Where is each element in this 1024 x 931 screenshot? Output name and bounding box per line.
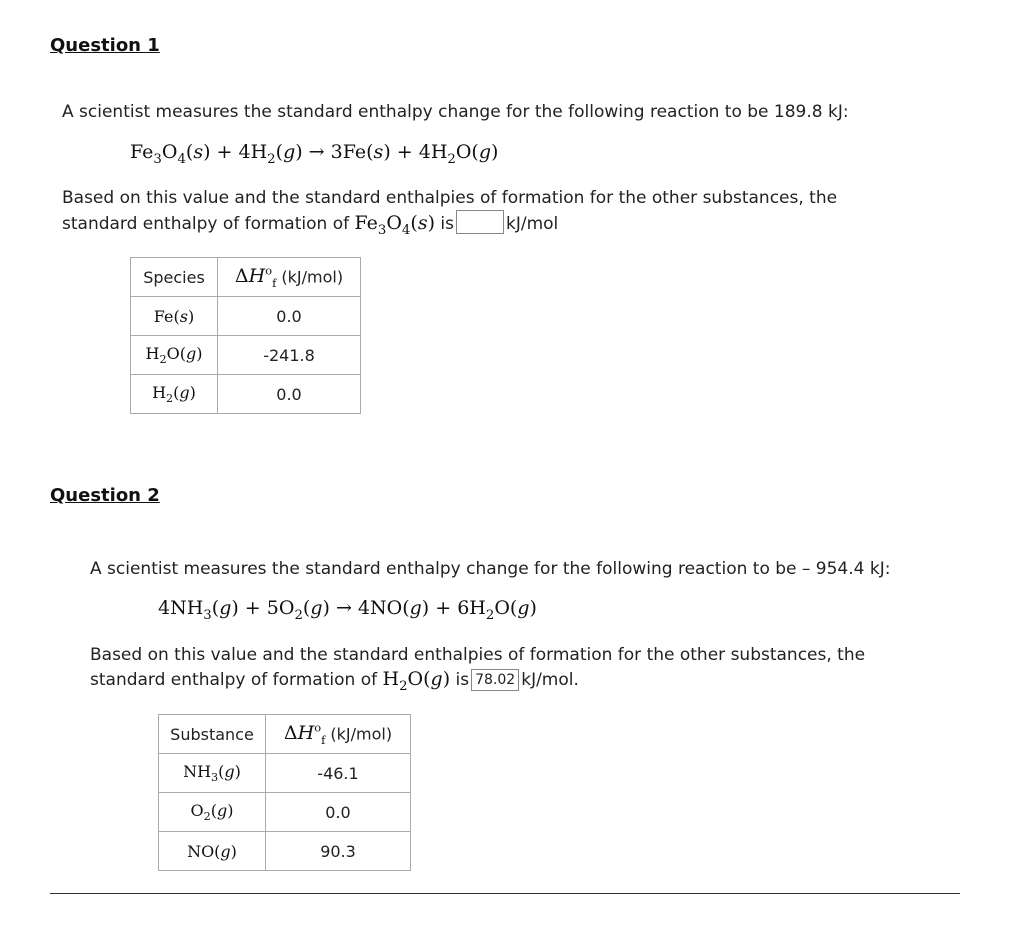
question-2-equation: $4NH_3(g) + 5O_2(g) \to 4NO(g) + 6H_2O(g)$ (158, 597, 537, 623)
species-cell: $NH_3(g)$ (159, 754, 266, 793)
table-row (131, 375, 361, 414)
question-1-target-substance: $Fe_3O_4(s)$ (354, 212, 435, 238)
question-1-unit: kJ/mol (506, 214, 559, 234)
value-cell: 0.0 (266, 793, 411, 832)
table-header-enthalpy: $\Delta H^o_f$ (kJ/mol) (218, 258, 361, 297)
question-2-intro: A scientist measures the standard enthalpy change for the following reaction to be – 954.4 kJ: (90, 559, 891, 579)
species-cell: $H_2(g)$ (131, 375, 218, 414)
question-2-based-on: Based on this value and the standard enthalpies of formation for the other substances, the (90, 645, 866, 665)
table-header-row (131, 258, 361, 297)
question-2-standard-of: standard enthalpy of formation of (90, 670, 378, 690)
table-row (159, 793, 411, 832)
value-cell: 0.0 (218, 297, 361, 336)
question-1-answer-input[interactable] (456, 210, 504, 234)
question-1-standard-of: standard enthalpy of formation of (62, 214, 350, 234)
question-2-answer-input[interactable]: 78.02 (471, 669, 519, 691)
species-cell: $O_2(g)$ (159, 793, 266, 832)
value-cell: -241.8 (218, 336, 361, 375)
value-cell: -46.1 (266, 754, 411, 793)
species-cell: $H_2O(g)$ (131, 336, 218, 375)
table-header-species: Substance (159, 715, 266, 754)
question-1-based-on: Based on this value and the standard enthalpies of formation for the other substances, the (62, 188, 838, 208)
question-2-title: Question 2 (50, 485, 160, 506)
table-row (159, 832, 411, 871)
value-cell: 90.3 (266, 832, 411, 871)
table-header-enthalpy: $\Delta H^o_f$ (kJ/mol) (266, 715, 411, 754)
species-cell: NO(g) (159, 832, 266, 871)
question-1-table (130, 257, 361, 414)
table-header-row (159, 715, 411, 754)
value-cell: 0.0 (218, 375, 361, 414)
question-2-target-substance: $H_2O(g)$ (382, 668, 451, 694)
table-header-species: Species (131, 258, 218, 297)
question-2-prompt-line (90, 667, 579, 699)
question-1-title: Question 1 (50, 35, 160, 56)
question-2-unit: kJ/mol. (521, 670, 579, 690)
question-1-is-word: is (440, 214, 454, 234)
question-1-prompt-line (62, 210, 558, 243)
question-2-is-word: is (455, 670, 470, 690)
question-1-equation: $Fe_3O_4(s) + 4H_2(g) \to 3Fe(s) + 4H_2O(g)$ (130, 141, 499, 167)
table-row (131, 336, 361, 375)
bottom-divider (50, 893, 960, 894)
table-row (159, 754, 411, 793)
species-cell: Fe(s) (131, 297, 218, 336)
table-row (131, 297, 361, 336)
question-1-intro: A scientist measures the standard enthalpy change for the following reaction to be 189.8 kJ: (62, 102, 849, 122)
question-2-table (158, 714, 411, 871)
